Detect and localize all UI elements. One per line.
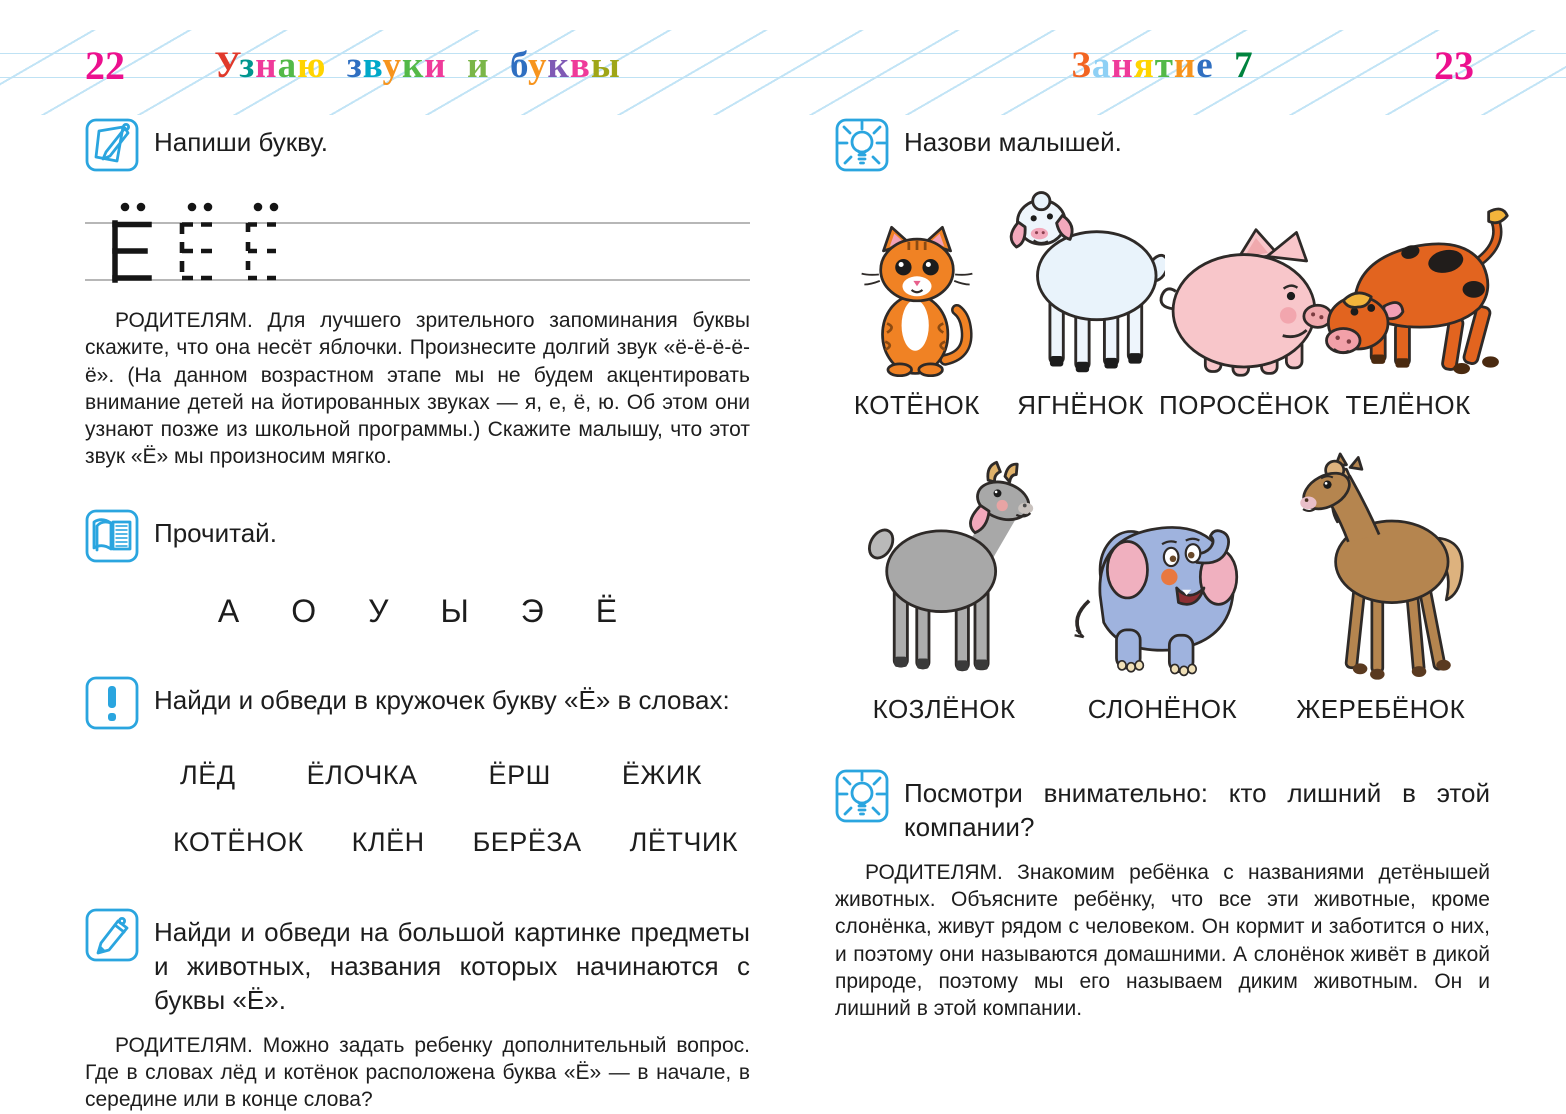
title-letter: и (424, 45, 447, 86)
elephant-calf-illustration (1060, 482, 1265, 682)
animal-piglet (1159, 226, 1330, 421)
word: КЛЁН (351, 826, 425, 857)
animals-row-1 (835, 182, 1490, 421)
title-letter (489, 45, 510, 86)
lamb-illustration (997, 182, 1165, 378)
calf-illustration (1306, 196, 1511, 378)
title-letter (447, 45, 468, 86)
animal-label: КОТЁНОК (853, 390, 980, 420)
task-label: Найди и обведи в кружочек букву «Ё» в словах: (154, 684, 730, 715)
animal-label: СЛОНЁНОК (1087, 694, 1238, 724)
animal-label: КОЗЛЁНОК (872, 694, 1016, 724)
open-book-icon (85, 509, 139, 563)
animal-foal (1272, 447, 1490, 725)
task-label: Найди и обведи на большой картинке предметы и животных, названия которых начинаются с буквы «Ё». (154, 916, 750, 1016)
title-letter: у (528, 45, 548, 86)
vowel-letter: А (217, 592, 240, 629)
left-page (85, 118, 750, 1114)
title-letter (1214, 45, 1235, 86)
title-letter: ю (297, 45, 327, 86)
page-number-left: 22 (85, 43, 125, 88)
vowel-letter: Ы (440, 592, 469, 629)
title-letter: в (569, 45, 591, 86)
vowel-letter: Э (520, 592, 544, 629)
title-letter: З (1071, 45, 1092, 86)
pencil-icon (85, 908, 139, 962)
title-letter: и (467, 45, 490, 86)
title-letter: и (1173, 45, 1197, 86)
word: ЁЖИК (621, 759, 702, 790)
animal-kitten (835, 220, 999, 421)
task-find-letter (85, 676, 750, 730)
task-circle-objects (85, 908, 750, 1018)
animal-lamb (999, 182, 1163, 421)
word: ЛЁД (180, 759, 236, 790)
title-letter: а (1091, 45, 1112, 86)
word: КОТЁНОК (173, 826, 304, 857)
parents-note: РОДИТЕЛЯМ. Можно задать ребенку дополнительный вопрос. Где в словах лёд и котёнок расположена буква «Ё» — в начале, в середине или в конце слова? (85, 1033, 750, 1112)
task-label: Посмотри внимательно: кто лишний в этой компании? (904, 778, 1490, 843)
page-number-right: 23 (1434, 43, 1474, 88)
task-label: Назови малышей. (904, 127, 1122, 157)
animals-row-2 (835, 447, 1490, 725)
vowel-letter: О (291, 592, 317, 629)
animal-label: ПОРОСЁНОК (1159, 390, 1330, 420)
title-letter: н (255, 45, 278, 86)
animal-elephant-calf (1053, 482, 1271, 725)
kitten-illustration (858, 220, 976, 378)
words-row-2 (85, 827, 750, 858)
title-letter: к (547, 45, 570, 86)
title-letter: я (1133, 45, 1155, 86)
animal-calf (1326, 196, 1490, 421)
animal-label: ТЕЛЁНОК (1345, 390, 1471, 420)
word: ЛЁТЧИК (629, 826, 738, 857)
title-letter: б (509, 45, 529, 86)
word: БЕРЁЗА (472, 826, 582, 857)
vowel-letters-row (85, 593, 750, 630)
animal-label: ЯГНЁНОК (1017, 390, 1144, 420)
title-letter: з (239, 45, 256, 86)
task-write-letter (85, 118, 750, 172)
task-label: Прочитай. (154, 517, 277, 548)
task-who-is-odd (835, 769, 1490, 845)
book-spread (0, 118, 1566, 1114)
page-header-band (0, 30, 1566, 115)
animal-goat-kid (835, 452, 1053, 725)
notepad-pencil-icon (85, 118, 139, 172)
title-letter: У (214, 45, 240, 86)
vowel-letter: У (368, 592, 389, 629)
title-letter: т (1154, 45, 1174, 86)
animal-label: ЖЕРЕБЁНОК (1296, 694, 1466, 724)
title-letter: е (1196, 45, 1214, 86)
goat-kid-illustration (854, 452, 1034, 682)
words-row-1 (85, 760, 750, 791)
title-letter: з (346, 45, 363, 86)
task-name-babies (835, 118, 1490, 172)
parents-note: РОДИТЕЛЯМ. Знакомим ребёнка с названиями детёнышей животных. Объясните ребёнку, что все эти животные, кроме слонёнка, живут рядом с человеком. Он кормит и заботится о них, и поэтому они называются домашними. А слонёнок живёт в дикой природе, поэтому мы его называем диким животным. Он и лишний в этой компании. (835, 860, 1490, 1021)
title-letter: ы (590, 45, 621, 86)
exclamation-icon (85, 676, 139, 730)
task-read (85, 509, 750, 563)
title-letter: у (382, 45, 402, 86)
letter-tracing-exercise[interactable] (85, 196, 750, 293)
title-letter (326, 45, 347, 86)
tracing-lines (85, 196, 750, 288)
task-label: Напиши букву. (154, 127, 329, 157)
word: ЁЛОЧКА (306, 759, 418, 790)
letter-dashed (248, 223, 282, 280)
letter-solid (115, 223, 149, 280)
lightbulb-icon (835, 118, 889, 172)
parents-note: РОДИТЕЛЯМ. Для лучшего зрительного запоминания буквы скажите, что она несёт яблочки. Произнесите долгий звук «ё-ё-ё-ё-ё». (На данном возрастном этапе мы не будем акцентировать внимание детей на йотированных звуках — я, е, ё, ю. Об этом они узнают позже из школьной программы.) Скажите малышу, что этот звук «Ё» мы произносим мягко. (85, 309, 750, 469)
title-letter: а (277, 45, 298, 86)
right-page (835, 118, 1490, 1114)
lightbulb-icon (835, 769, 889, 823)
foal-illustration (1283, 447, 1478, 682)
word: ЁРШ (488, 759, 551, 790)
title-letter: н (1111, 45, 1134, 86)
lesson-title (835, 44, 1490, 87)
title-letter: в (362, 45, 383, 86)
book-title (85, 44, 750, 87)
vowel-letter: Ё (595, 592, 618, 629)
title-letter: к (401, 45, 425, 86)
title-letter: 7 (1234, 45, 1254, 86)
letter-dashed (182, 223, 216, 280)
